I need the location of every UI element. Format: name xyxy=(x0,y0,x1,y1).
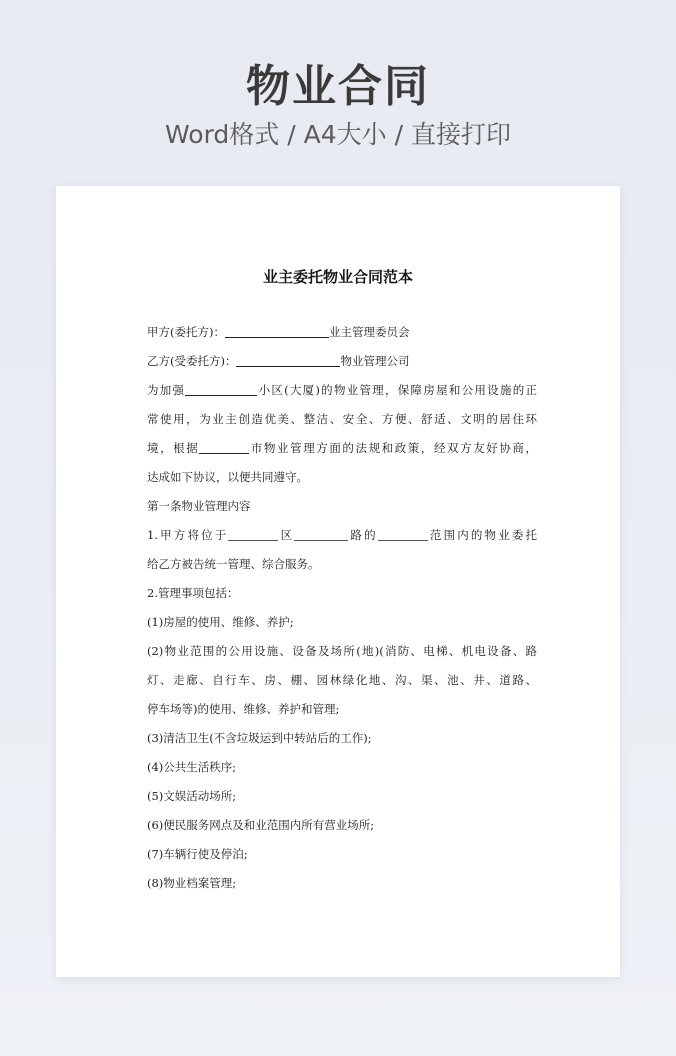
sub-item-7: (7)车辆行使及停泊; xyxy=(147,847,248,861)
community-blank xyxy=(185,381,257,396)
page-subtitle: Word格式 / A4大小 / 直接打印 xyxy=(165,119,511,149)
document-title: 业主委托物业合同范本 xyxy=(262,268,413,286)
intro-line-4: 达成如下协议，以便共同遵守。 xyxy=(147,470,308,484)
page-title: 物业合同 xyxy=(246,61,430,112)
district-blank xyxy=(228,526,278,541)
item-text: 区 xyxy=(278,528,295,542)
sub-item-2-line-3: 停车场等)的使用、维修、养护和管理; xyxy=(147,702,340,716)
sub-item-5: (5)文娱活动场所; xyxy=(147,789,237,803)
intro-line-1 xyxy=(147,376,537,405)
sub-item-3: (3)清洁卫生(不含垃圾运到中转站后的工作); xyxy=(147,731,372,745)
sub-item-6: (6)便民服务网点及和业范围内所有营业场所; xyxy=(147,818,375,832)
item-text: 1.甲方将位于 xyxy=(147,528,229,542)
sub-item-1: (1)房屋的使用、维修、养护; xyxy=(147,615,294,629)
section-heading: 第一条物业管理内容 xyxy=(147,499,251,513)
document-body xyxy=(147,318,537,898)
intro-line-2: 常使用，为业主创造优美、整洁、安全、方便、舒适、文明的居住环 xyxy=(147,412,537,426)
party-a-line xyxy=(147,318,537,347)
sub-item-2-line-1: (2)物业范围的公用设施、设备及场所(地)(消防、电梯、机电设备、路 xyxy=(147,644,537,658)
party-b-suffix: 物业管理公司 xyxy=(340,354,410,368)
item-text: 范围内的物业委托 xyxy=(427,528,538,542)
document-page xyxy=(56,186,620,977)
scope-blank xyxy=(378,526,428,541)
item-text: 路的 xyxy=(348,528,378,542)
intro-text: 市物业管理方面的法规和政策，经双方友好协商， xyxy=(249,441,538,455)
header xyxy=(0,62,676,151)
party-a-suffix: 业主管理委员会 xyxy=(328,325,410,339)
item-1-line xyxy=(147,521,537,550)
item-1-cont: 给乙方被告统一管理、综合服务。 xyxy=(147,557,320,571)
item-2: 2.管理事项包括： xyxy=(147,586,239,600)
intro-line-3 xyxy=(147,434,537,463)
party-b-label: 乙方(受委托方)： xyxy=(147,354,237,368)
sub-item-2-line-2: 灯、走廊、自行车、房、棚、园林绿化地、沟、渠、池、井、道路、 xyxy=(147,673,537,687)
road-blank xyxy=(294,526,348,541)
intro-text: 为加强 xyxy=(147,383,186,397)
sub-item-4: (4)公共生活秩序; xyxy=(147,760,237,774)
party-a-label: 甲方(委托方)： xyxy=(147,325,225,339)
intro-text: 小区(大厦)的物业管理，保障房屋和公用设施的正 xyxy=(257,383,537,397)
party-a-blank xyxy=(225,323,329,338)
city-blank xyxy=(199,439,249,454)
sub-item-8: (8)物业档案管理; xyxy=(147,876,237,890)
party-b-blank xyxy=(236,352,340,367)
intro-text: 境，根据 xyxy=(147,441,200,455)
party-b-line xyxy=(147,347,537,376)
